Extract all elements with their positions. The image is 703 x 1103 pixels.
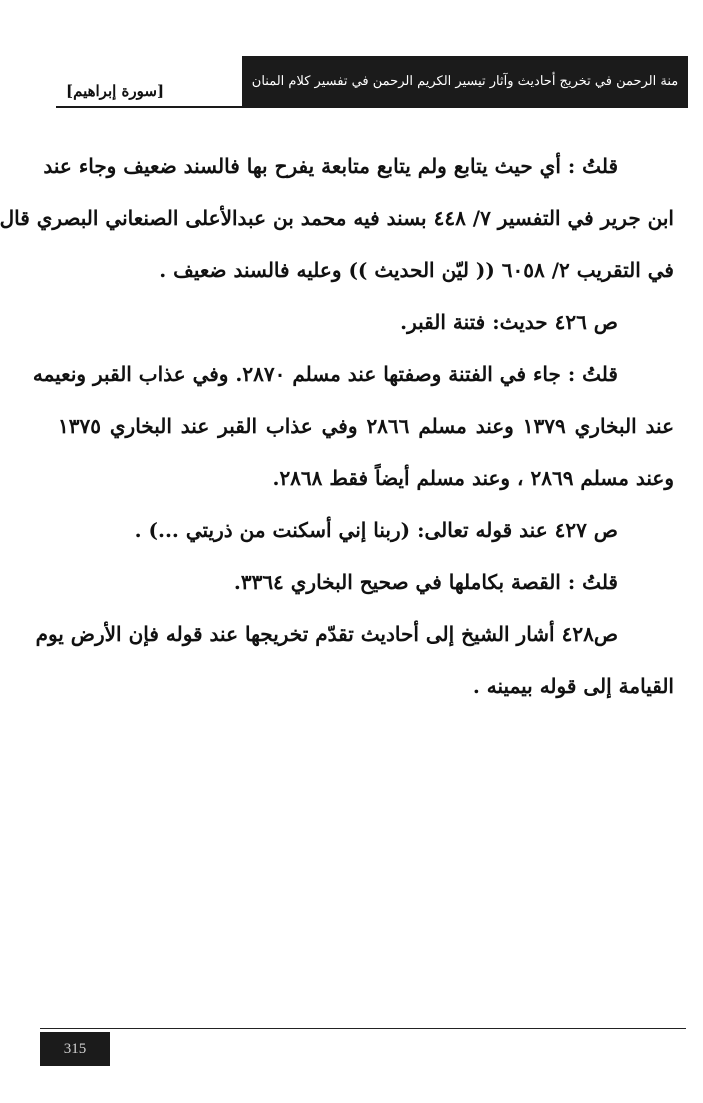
- text-line: قلتُ : أي حيث يتابع ولم يتابع متابعة يفرح بها فالسند ضعيف وجاء عند: [43, 154, 618, 178]
- text-line: وعند مسلم ٢٨٦٩ ، وعند مسلم أيضاً فقط ٢٨٦٨.: [272, 466, 674, 490]
- footer-rule: [40, 1028, 686, 1029]
- text-line: ص ٤٢٦ حديث: فتنة القبر.: [400, 310, 618, 334]
- text-line: ابن جرير في التفسير ٧/ ٤٤٨ بسند فيه محمد بن عبدالأعلى الصنعاني البصري قال: [0, 206, 674, 230]
- text-line: القيامة إلى قوله بيمينه .: [472, 674, 674, 698]
- text-line: في التقريب ٢/ ٦٠٥٨ (( ليّن الحديث )) وعليه فالسند ضعيف .: [159, 258, 674, 282]
- text-line: عند البخاري ١٣٧٩ وعند مسلم ٢٨٦٦ وفي عذاب القبر عند البخاري ١٣٧٥: [58, 414, 675, 438]
- book-title-banner: [242, 56, 688, 106]
- text-line: ص٤٢٨ أشار الشيخ إلى أحاديث تقدّم تخريجها عند قوله فإن الأرض يوم: [35, 622, 618, 646]
- text-line: قلتُ : جاء في الفتنة وصفتها عند مسلم ٢٨٧٠. وفي عذاب القبر ونعيمه: [32, 362, 618, 386]
- body-text: [0, 140, 675, 712]
- surah-label: [سورة إبراهيم]: [66, 82, 165, 100]
- page-header: [56, 56, 688, 108]
- text-line: ص ٤٢٧ عند قوله تعالى: (ربنا إني أسكنت من ذريتي ...) .: [134, 518, 618, 542]
- book-title: منة الرحمن في تخريج أحاديث وآثار تيسير الكريم الرحمن في تفسير كلام المنان: [251, 73, 679, 89]
- page-number: 315: [40, 1032, 110, 1066]
- text-line: قلتُ : القصة بكاملها في صحيح البخاري ٣٣٦٤.: [233, 570, 618, 594]
